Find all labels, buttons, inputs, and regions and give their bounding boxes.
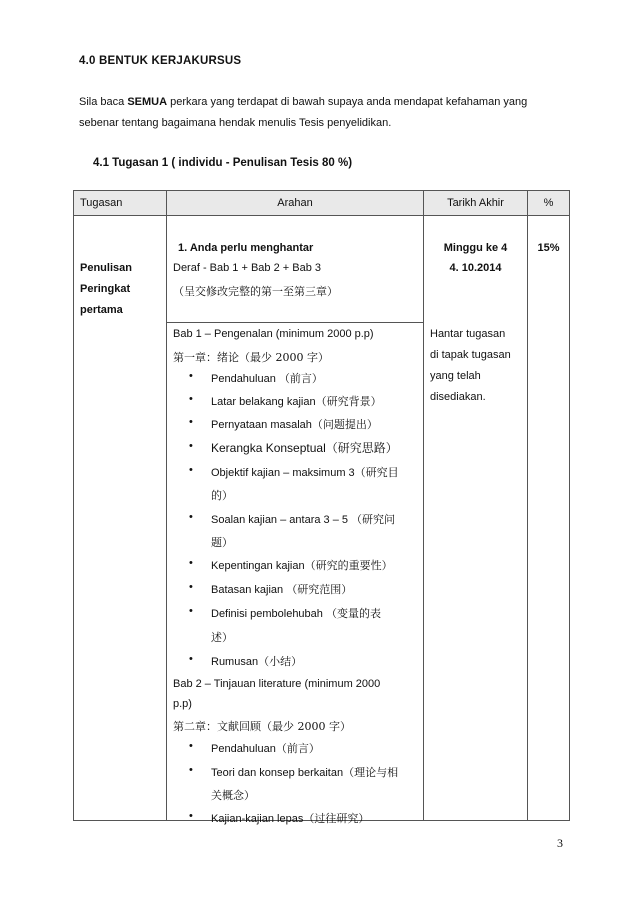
intro-emphasis: SEMUA bbox=[127, 96, 168, 108]
bab1-item-objektif: Objektif kajian – maksimum 3（研究目 bbox=[211, 467, 399, 479]
page-number: 3 bbox=[557, 836, 563, 850]
bullet-icon: • bbox=[189, 581, 193, 593]
bullet-icon: • bbox=[189, 370, 193, 382]
tarikh-minggu: Minggu ke 4 bbox=[443, 242, 508, 254]
bab1-item-soalan-cont: 题） bbox=[211, 537, 233, 549]
percent-cell bbox=[528, 216, 570, 821]
bab1-item-pendahuluan: Pendahuluan （前言） bbox=[211, 373, 323, 385]
bab2-title-line-1: Bab 2 – Tinjauan literature (minimum 2000 bbox=[173, 678, 381, 690]
bab1-item-soalan: Soalan kajian – antara 3 – 5 （研究问 bbox=[211, 514, 396, 526]
hantar-line-1: Hantar tugasan bbox=[430, 328, 506, 340]
bab2-item-teori-cont: 关概念） bbox=[211, 790, 255, 802]
bullet-icon: • bbox=[189, 653, 193, 665]
bab1-item-pernyataan: Pernyataan masalah（问题提出） bbox=[211, 419, 378, 431]
bab2-item-kajian: Kajian-kajian lepas（过往研究） bbox=[211, 813, 370, 825]
assignment-table bbox=[73, 190, 570, 825]
bullet-icon: • bbox=[189, 557, 193, 569]
bullet-icon: • bbox=[189, 464, 193, 476]
hantar-line-2: di tapak tugasan bbox=[430, 349, 511, 361]
bab1-item-objektif-cont: 的） bbox=[211, 490, 233, 502]
bullet-icon: • bbox=[189, 764, 193, 776]
bullet-icon: • bbox=[189, 605, 193, 617]
bab1-item-definisi-cont: 述） bbox=[211, 632, 233, 644]
bab1-item-kerangka: Kerangka Konseptual（研究思路） bbox=[211, 441, 398, 455]
deraf-chinese: （呈交修改完整的第一至第三章） bbox=[173, 285, 338, 298]
hantar-line-4: disediakan. bbox=[430, 391, 486, 403]
tugasan-line-3: pertama bbox=[80, 304, 123, 316]
bab2-title-line-2: p.p) bbox=[173, 698, 192, 710]
intro-line1-pre: Sila baca bbox=[79, 96, 128, 108]
bullet-icon: • bbox=[189, 416, 193, 428]
header-percent: % bbox=[528, 191, 570, 216]
bullet-icon: • bbox=[189, 810, 193, 822]
tugasan-cell bbox=[74, 216, 167, 821]
hantar-line-3: yang telah bbox=[430, 370, 481, 382]
header-tarikh-akhir: Tarikh Akhir bbox=[424, 191, 528, 216]
table-row bbox=[74, 216, 570, 821]
bullet-icon: • bbox=[189, 393, 193, 405]
bab2-chinese: 第二章：文献回顾（最少 2000 字） bbox=[173, 720, 351, 733]
bab1-title: Bab 1 – Pengenalan (minimum 2000 p.p) bbox=[173, 328, 374, 340]
tugasan-line-2: Peringkat bbox=[80, 283, 131, 295]
bab1-chinese: 第一章：绪论（最少 2000 字） bbox=[173, 351, 329, 364]
arahan-cell bbox=[167, 216, 424, 825]
arahan-item-1: 1. Anda perlu menghantar bbox=[178, 242, 314, 254]
bab2-item-teori: Teori dan konsep berkaitan（理论与相 bbox=[211, 767, 399, 779]
intro-line1-post: perkara yang terdapat di bawah supaya anda mendapat kefahaman yang bbox=[167, 96, 528, 108]
section-heading: 4.0 BENTUK KERJAKURSUS bbox=[79, 55, 242, 67]
bab1-item-rumusan: Rumusan（小结） bbox=[211, 656, 303, 668]
bab1-item-batasan: Batasan kajian （研究范围） bbox=[211, 584, 353, 596]
bab2-item-pendahuluan: Pendahuluan（前言） bbox=[211, 743, 320, 755]
percent-value: 15% bbox=[537, 242, 560, 254]
bab1-item-kepentingan: Kepentingan kajian（研究的重要性） bbox=[211, 560, 393, 572]
bullet-icon: • bbox=[189, 511, 193, 523]
intro-line-1 bbox=[79, 92, 579, 113]
tugasan-line-1: Penulisan bbox=[80, 262, 132, 274]
bab1-item-definisi: Definisi pembolehubah （变量的表 bbox=[211, 608, 381, 620]
header-arahan: Arahan bbox=[167, 191, 424, 216]
inner-divider bbox=[167, 322, 423, 323]
bullet-icon: • bbox=[189, 740, 193, 752]
intro-line-2: sebenar tentang bagaimana hendak menulis Tesis penyelidikan. bbox=[79, 117, 392, 129]
deraf-line: Deraf - Bab 1 + Bab 2 + Bab 3 bbox=[173, 262, 321, 274]
subsection-heading: 4.1 Tugasan 1 ( individu - Penulisan Tesis 80 %) bbox=[93, 157, 353, 169]
tarikh-cell bbox=[424, 216, 528, 821]
bullet-icon: • bbox=[189, 440, 193, 452]
table-header-row bbox=[74, 191, 570, 216]
tarikh-date: 4. 10.2014 bbox=[449, 262, 502, 274]
bab1-item-latar: Latar belakang kajian（研究背景） bbox=[211, 396, 382, 408]
header-tugasan: Tugasan bbox=[74, 191, 167, 216]
